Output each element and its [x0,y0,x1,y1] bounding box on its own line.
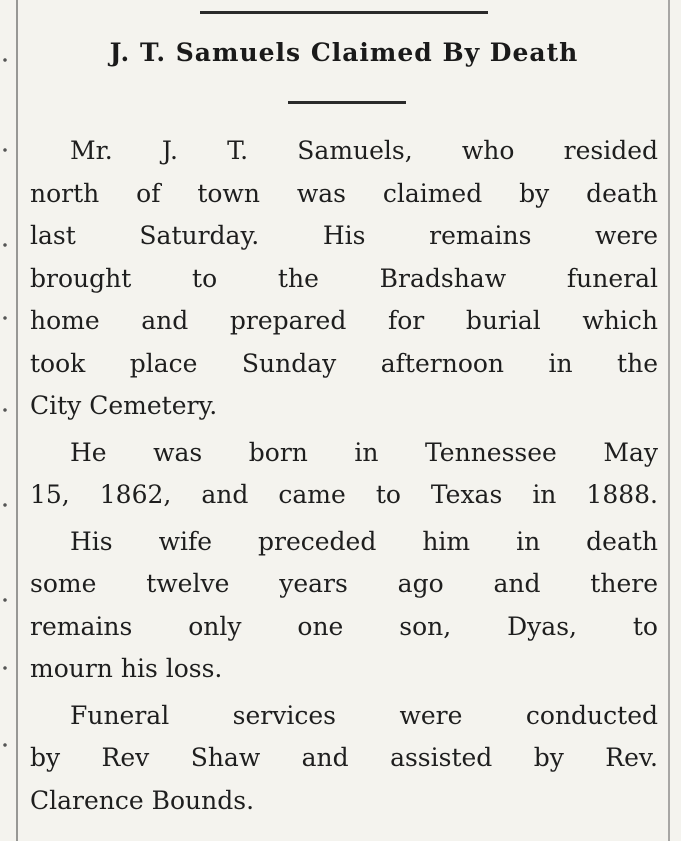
paragraph-family [30,521,658,691]
article-body [30,130,658,822]
paragraph-death-notice [30,130,658,428]
article-headline: J. T. Samuels Claimed By Death [109,38,579,67]
text-line: last Saturday. His remains were [30,221,658,250]
page-edge-specks [2,0,8,841]
text-line: mourn his loss. [30,654,223,683]
text-line: Funeral services were conducted [70,700,658,730]
text-line: He was born in Tennessee May [70,437,658,467]
text-line: remains only one son, Dyas, to [30,611,658,641]
text-line: His wife preceded him in death [70,526,658,556]
text-line: some twelve years ago and there [30,569,658,598]
paragraph-birth [30,432,658,517]
text-line: Clarence Bounds. [30,785,255,815]
text-line: Mr. J. T. Samuels, who resided [70,136,658,165]
text-line: home and prepared for burial which [30,306,658,335]
text-line: north of town was claimed by death [30,178,658,208]
text-line: City Cemetery. [30,391,218,420]
paragraph-services [30,695,658,823]
top-divider-rule [200,11,488,14]
text-line: 15, 1862, and came to Texas in 1888. [30,480,658,509]
text-line: brought to the Bradshaw funeral [30,263,658,293]
column-rule-left [16,0,18,841]
text-line: by Rev Shaw and assisted by Rev. [30,743,658,772]
headline-divider-rule [288,101,406,104]
column-rule-right [668,0,670,841]
text-line: took place Sunday afternoon in the [30,348,658,378]
